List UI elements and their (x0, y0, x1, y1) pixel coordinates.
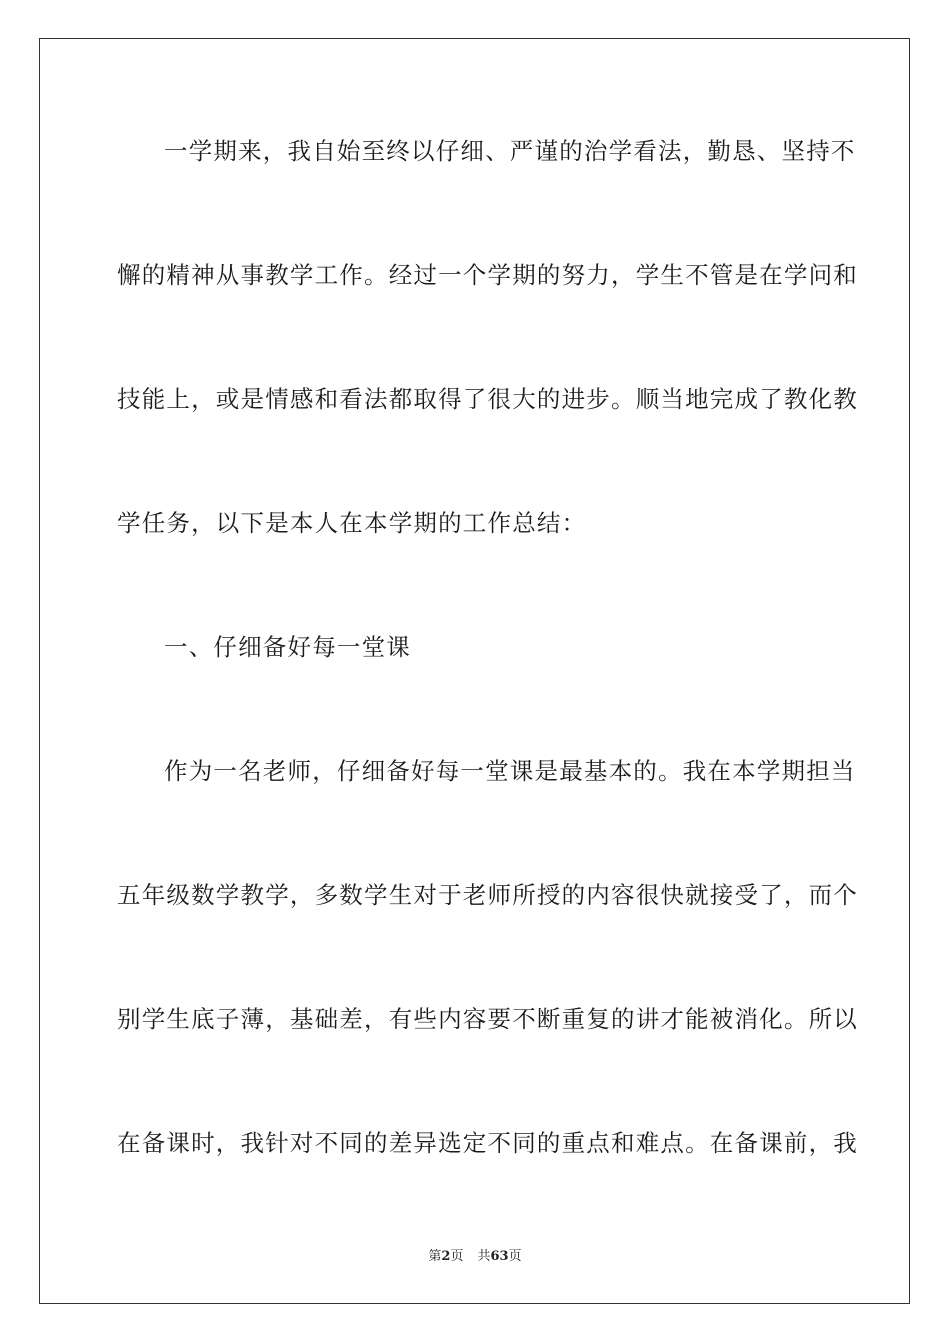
total-suffix: 页 (508, 1249, 522, 1264)
page-border (39, 38, 910, 1304)
page-number: 2 (441, 1249, 451, 1264)
page-prefix: 第 (428, 1249, 442, 1264)
total-pages: 63 (490, 1249, 509, 1264)
page-footer (0, 1248, 950, 1266)
paragraph-line-3: 技能上，或是情感和看法都取得了很大的进步。顺当地完成了教化教 (117, 385, 858, 413)
paragraph-line-1: 一学期来，我自始至终以仔细、严谨的治学看法，勤恳、坚持不 (164, 137, 856, 165)
section-heading: 一、仔细备好每一堂课 (164, 633, 411, 661)
total-prefix: 共 (477, 1249, 491, 1264)
paragraph-line-6: 五年级数学教学，多数学生对于老师所授的内容很快就接受了，而个 (117, 881, 858, 909)
paragraph-line-8: 在备课时，我针对不同的差异选定不同的重点和难点。在备课前，我 (117, 1129, 858, 1157)
paragraph-line-4: 学任务，以下是本人在本学期的工作总结： (117, 509, 587, 537)
paragraph-line-5: 作为一名老师，仔细备好每一堂课是最基本的。我在本学期担当 (164, 757, 856, 785)
paragraph-line-7: 别学生底子薄，基础差，有些内容要不断重复的讲才能被消化。所以 (117, 1005, 858, 1033)
page-suffix: 页 (450, 1249, 464, 1264)
paragraph-line-2: 懈的精神从事教学工作。经过一个学期的努力，学生不管是在学问和 (117, 261, 858, 289)
